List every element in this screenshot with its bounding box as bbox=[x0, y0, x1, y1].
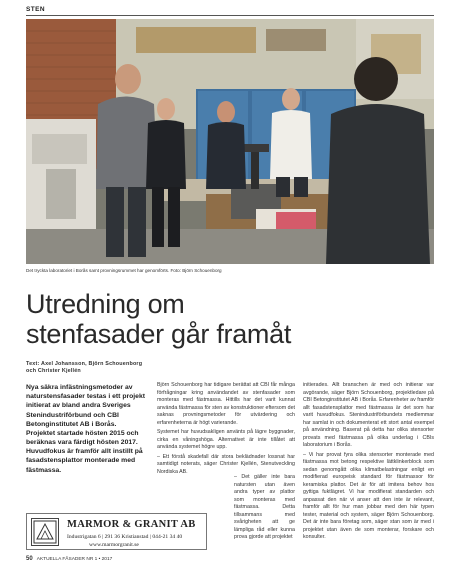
section-label: STEN bbox=[26, 6, 45, 13]
issue-label: AKTUELLA FÅSADER NR 1 • 2017 bbox=[36, 557, 113, 562]
paragraph: Björn Schouenborg har tidigare berättat att CBI får många förfrågningar kring användandet av stenfasader som monteras med fästmassa. Hittills har det varit kunnat använda fästmassa för sten av konstruktioner eftersom det saknas provningsmetoder för utvärdering och erfarenheterna är högt varierande. bbox=[157, 382, 295, 426]
article-column-3 bbox=[303, 382, 434, 542]
marmor-granit-logo-icon bbox=[31, 518, 59, 546]
paragraph: Systemet har huvudsakligen använts på lägre byggnader, cirka en våningshöga. Alternativet är inte tillåtet att använda systemet högre upp. bbox=[157, 429, 295, 451]
article-photo bbox=[26, 19, 434, 264]
article-column-2-continued bbox=[234, 474, 295, 542]
article-byline: Text: Axel Johansson, Björn Schouenborg och Christer Kjellén bbox=[26, 361, 143, 375]
paragraph: – Det gäller inte bara natursten utan även andra typer av plattor som monteras med fästmassa. Detta tillsammans med svårigheten att ge lämpliga råd eller kunna prova gjorde att projektet bbox=[234, 474, 295, 541]
photo-caption: Det tryckta laboratoriet i Borås samt provningsrummet har genomförts. Foto: Björn Schouenborg bbox=[26, 268, 222, 273]
article-ingress: Nya säkra infästningsmetoder av naturstensfasader testas i ett projekt initierat av bland andra Sveriges Stenindustriförbund och CBI Betonginstitutet AB i Borås. Projektet startade hösten 2015 och beräknas vara färdigt hösten 2017. Huvudfokus är framför allt instillt på fasadstensplattor monterade med fästmassa. bbox=[26, 384, 145, 474]
advertisement[interactable] bbox=[26, 513, 207, 550]
article-column-1 bbox=[26, 361, 147, 475]
page-number: 50 bbox=[26, 556, 33, 562]
advertiser-website-link[interactable]: www.marmorgranit.se bbox=[89, 542, 139, 548]
paragraph: – Ett förstå skadefall där stora beklädnader lossnat har samtidigt noterats, säger Christer Kjellén, Stenutveckling Nordiska AB. bbox=[157, 453, 295, 475]
headline-line-1: Utredning om bbox=[26, 289, 185, 319]
paragraph: initierades. Allt branschen är med och initierar var avgörande, säger Björn Schouenborg, projektledare på CBI Betonginstitutet AB i Borås. Erfarenheter av framför allt fasadstensplattor med fästmassa är det som har varit huvudfokus. Stenindustriförbundets medlemmar har samlat in och dokumenterat ett stort antal exempel på användning. Baserat på detta har olika stensorter provats med fästmassa på olika underlag i CBIs laboratorium i Borås. bbox=[303, 382, 434, 449]
article-headline bbox=[26, 289, 434, 349]
advertiser-contact: Industrigatan 6 | 291 36 Kristianstad | 044-21 34 40 bbox=[67, 534, 183, 540]
advertiser-name: MARMOR & GRANIT AB bbox=[67, 519, 196, 530]
paragraph: – Vi har provat fyra olika stensorter monterade med fästmassa mot betong respektive lättklinkerblock som sedan genomgått olika klimatbelastningar enligt en modifierad europeisk standard för fästmassor för keramiska plattor. Det är för att imitera behov hos gyttiga fuktlägret. Vi har modifierat standarden och anpassat den när vi anser att den inte är relevant, framför allt för hur man jobbar med den här typen tester, material och system, säger Björn Schouenborg. Det är inte bara företag som, säger stan som är med i projektet utan även de som monterar, forskare och konsulter. bbox=[303, 451, 434, 541]
page-footer bbox=[26, 556, 112, 562]
headline-line-2: stenfasader går framåt bbox=[26, 319, 292, 349]
section-divider bbox=[26, 15, 434, 16]
article-column-2 bbox=[157, 382, 295, 476]
